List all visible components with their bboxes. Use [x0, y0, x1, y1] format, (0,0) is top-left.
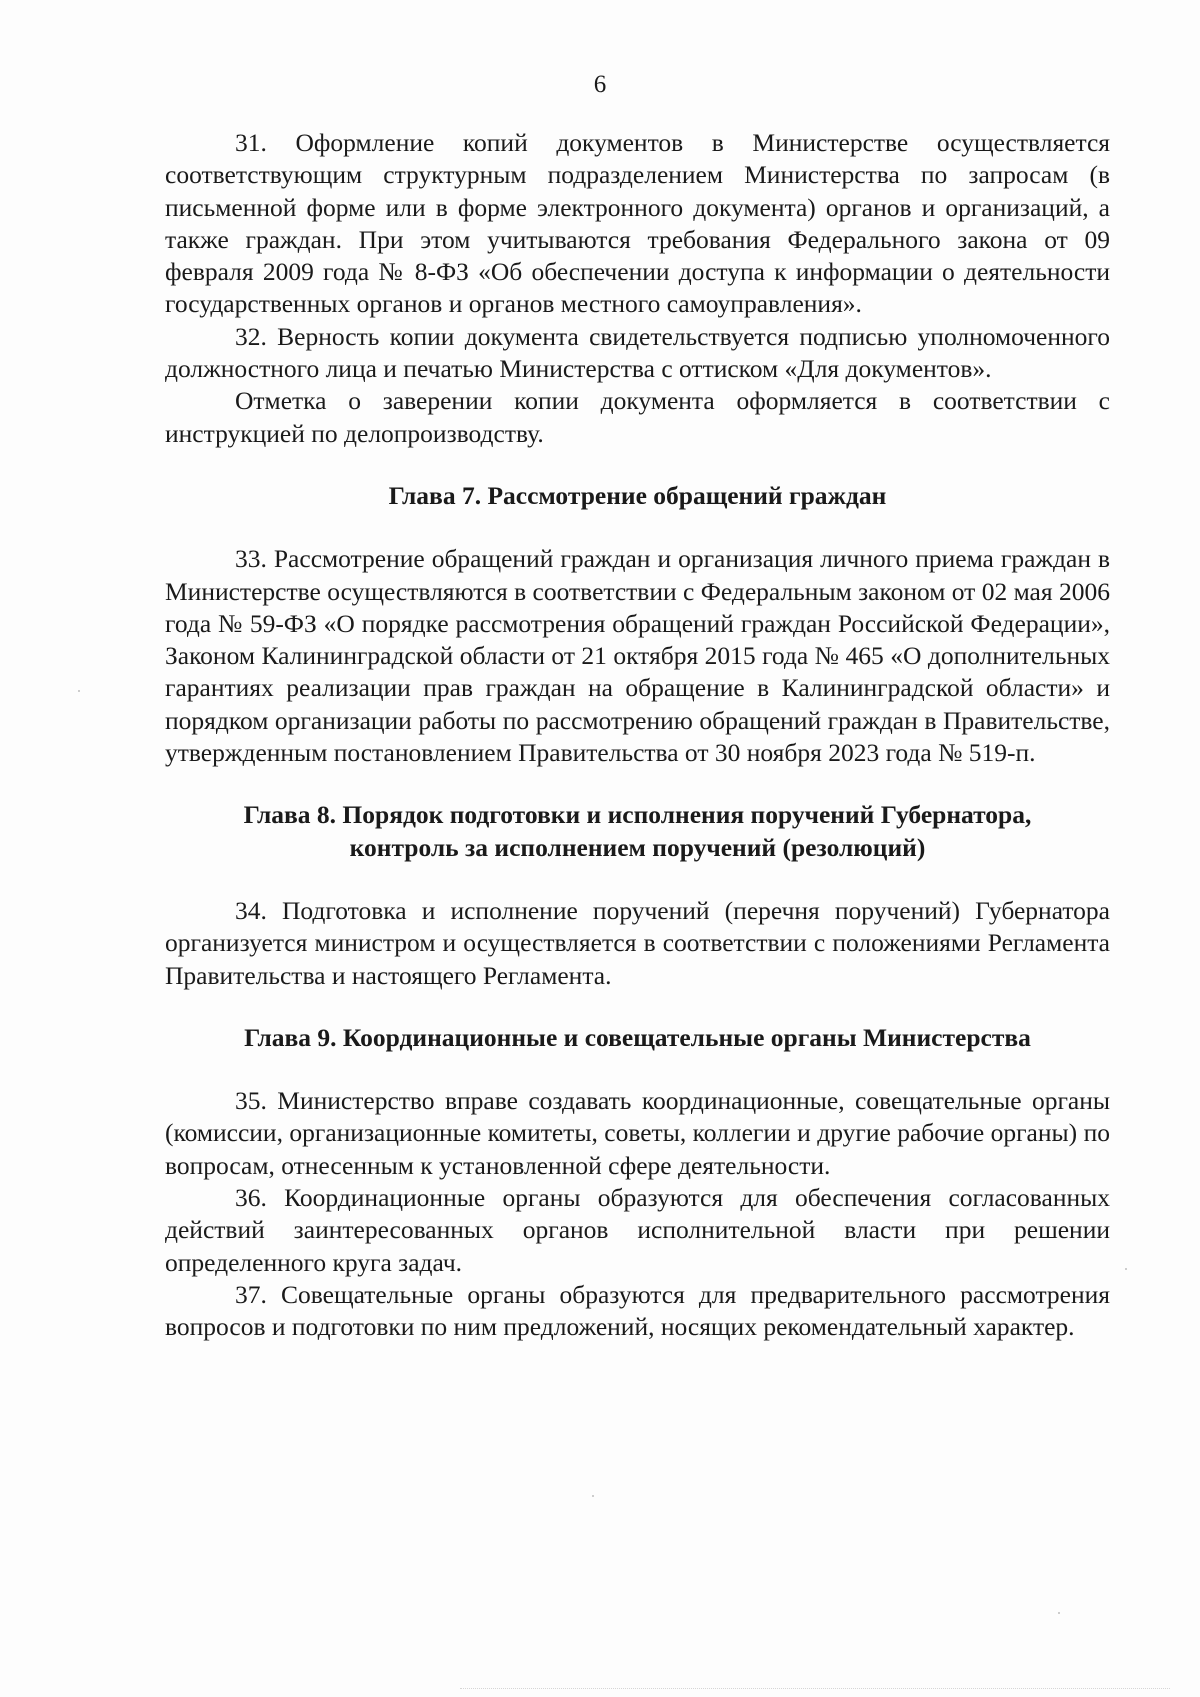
scan-speck [1058, 1612, 1060, 1614]
document-body [165, 127, 1110, 1344]
paragraph-32: 32. Верность копии документа свидетельствуется подписью уполномоченного должностного лица и печатью Министерства с оттиском «Для документов». [165, 321, 1110, 384]
paragraph-36: 36. Координационные органы образуются для обеспечения согласованных действий заинтересованных органов исполнительной власти при решении определенного круга задач. [165, 1183, 1110, 1277]
paragraph-32-note: Отметка о заверении копии документа оформляется в соответствии с инструкцией по делопроизводству. [165, 386, 1110, 448]
chapter-8-heading-line-1: Глава 8. Порядок подготовки и исполнения поручений Губернатора, [243, 800, 1032, 830]
scan-speck [592, 1495, 594, 1497]
paragraph-31: 31. Оформление копий документов в Министерстве осуществляется соответствующим структурным подразделением Министерства по запросам (в письменной форме или в форме электронного документа) органов и организаций, а также граждан. При этом учитываются требования Федерального закона от 09 февраля 2009 года № 8-ФЗ «Об обеспечении доступа к информации о деятельности государственных органов и органов местного самоуправления». [165, 128, 1110, 319]
scan-speck [78, 690, 80, 692]
page-number: 6 [593, 71, 607, 98]
chapter-9-heading: Глава 9. Координационные и совещательные органы Министерства [244, 1022, 1031, 1052]
scan-speck [1125, 1268, 1127, 1270]
paragraph-33: 33. Рассмотрение обращений граждан и организация личного приема граждан в Министерстве осуществляются в соответствии с Федеральным законом от 02 мая 2006 года № 59-ФЗ «О порядке рассмотрения обращений граждан Российской Федерации», Законом Калининградской области от 21 октября 2015 года № 465 «О дополнительных гарантиях реализации прав граждан на обращение в Калининградской области» и порядком организации работы по рассмотрению обращений граждан в Правительстве, утвержденным постановлением Правительства от 30 ноября 2023 года № 519-п. [165, 544, 1110, 768]
chapter-8-heading [165, 799, 1110, 864]
chapter-7-heading: Глава 7. Рассмотрение обращений граждан [388, 480, 887, 510]
scan-edge-line [460, 1688, 1170, 1690]
paragraph-37: 37. Совещательные органы образуются для предварительного рассмотрения вопросов и подготовки по ним предложений, носящих рекомендательный характер. [165, 1279, 1110, 1342]
paragraph-34: 34. Подготовка и исполнение поручений (перечня поручений) Губернатора организуется министром и осуществляется в соответствии с положениями Регламента Правительства и настоящего Регламента. [165, 895, 1110, 990]
paragraph-35: 35. Министерство вправе создавать координационные, совещательные органы (комиссии, организационные комитеты, советы, коллегии и другие рабочие органы) по вопросам, отнесенным к установленной сфере деятельности. [165, 1086, 1110, 1180]
chapter-8-heading-line-2: контроль за исполнением поручений (резолюций) [349, 832, 926, 862]
